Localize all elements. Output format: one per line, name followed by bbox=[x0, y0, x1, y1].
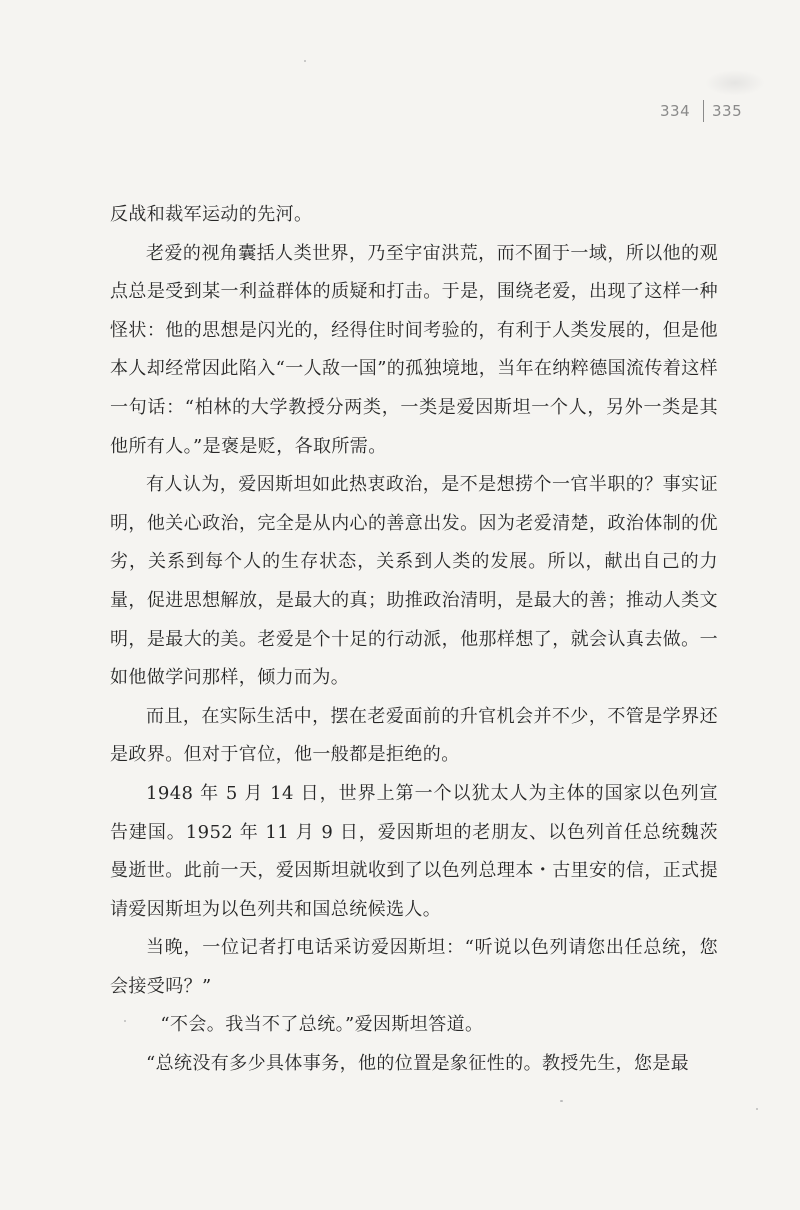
scan-speck bbox=[304, 60, 306, 62]
scan-speck bbox=[560, 1100, 563, 1102]
paragraph: 而且，在实际生活中，摆在老爱面前的升官机会并不少，不管是学界还是政界。但对于官位，他一般都是拒绝的。 bbox=[110, 705, 718, 766]
left-page-number: 334 bbox=[660, 102, 691, 120]
scan-speck bbox=[124, 1020, 126, 1022]
paragraph: 1948 年 5 月 14 日，世界上第一个以犹太人为主体的国家以色列宣告建国。1952 年 11 月 9 日，爱因斯坦的老朋友、以色列首任总统魏茨曼逝世。此前一天，爱因斯坦就收到了以色列总理本・古里安的信，正式提请爱因斯坦为以色列共和国总统候选人。 bbox=[110, 782, 718, 920]
paragraph: 当晚，一位记者打电话采访爱因斯坦：“听说以色列请您出任总统，您会接受吗？” bbox=[110, 937, 718, 997]
right-page-number: 335 bbox=[712, 102, 743, 120]
page-header bbox=[650, 100, 760, 122]
page-number-divider bbox=[703, 100, 704, 122]
paragraph: 有人认为，爱因斯坦如此热衷政治，是不是想捞个一官半职的？事实证明，他关心政治，完全是从内心的善意出发。因为老爱清楚，政治体制的优劣，关系到每个人的生存状态，关系到人类的发展。所以，献出自己的力量，促进思想解放，是最大的真；助推政治清明，是最大的善；推动人类文明，是最大的美。老爱是个十足的行动派，他那样想了，就会认真去做。一如他做学问那样，倾力而为。 bbox=[110, 474, 718, 689]
paragraph: 老爱的视角囊括人类世界，乃至宇宙洪荒，而不囿于一域，所以他的观点总是受到某一利益群体的质疑和打击。于是，围绕老爱，出现了这样一种怪状：他的思想是闪光的，经得住时间考验的，有利于人类发展的，但是他本人却经常因此陷入“一人敌一国”的孤独境地，当年在纳粹德国流传着这样一句话：“柏林的大学教授分两类，一类是爱因斯坦一个人，另外一类是其他所有人。”是褒是贬，各取所需。 bbox=[110, 242, 719, 457]
scan-smudge bbox=[705, 70, 765, 96]
body-text bbox=[110, 196, 718, 1084]
paragraph: “总统没有多少具体事务，他的位置是象征性的。教授先生，您是最 bbox=[146, 1053, 690, 1075]
paragraph-dialogue: “不会。我当不了总统。”爱因斯坦答道。 bbox=[160, 1014, 484, 1036]
paragraph-continuation: 反战和裁军运动的先河。 bbox=[110, 204, 313, 225]
scan-speck bbox=[756, 1108, 758, 1110]
